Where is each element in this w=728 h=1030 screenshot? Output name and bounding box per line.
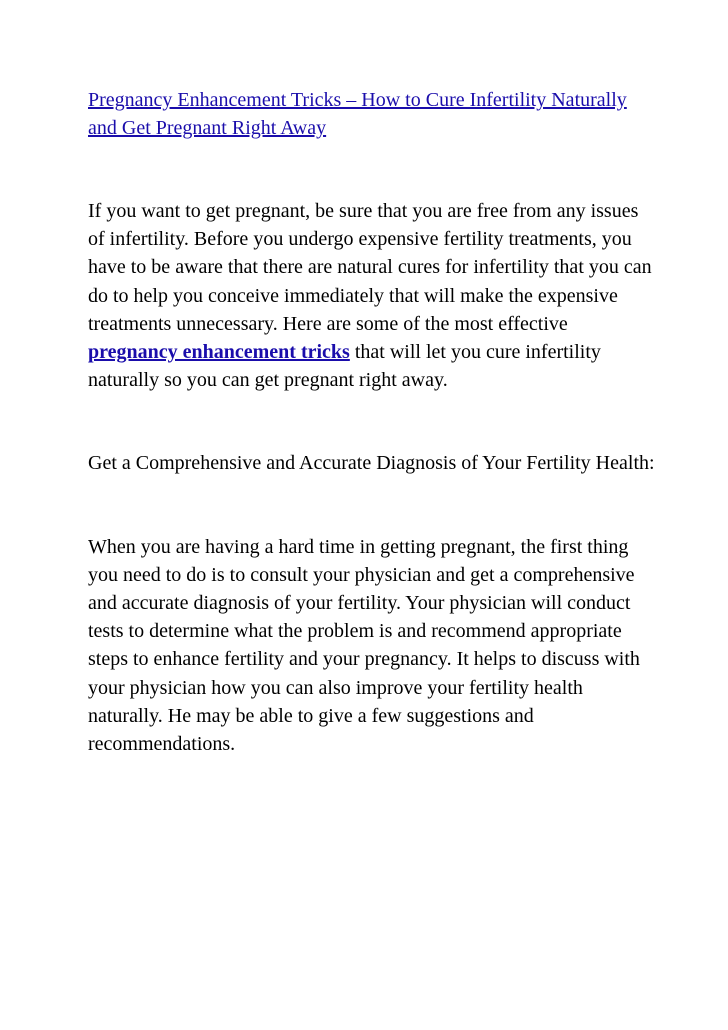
intro-text-after-link: that will let you cure infertility naturally so you can get pregnant right away. xyxy=(88,341,601,392)
pregnancy-enhancement-tricks-link[interactable]: pregnancy enhancement tricks xyxy=(88,341,350,364)
document-page xyxy=(88,86,658,758)
section-heading: Get a Comprehensive and Accurate Diagnosis of Your Fertility Health: xyxy=(88,452,655,475)
intro-paragraph xyxy=(88,197,658,394)
article-title-link[interactable]: Pregnancy Enhancement Tricks – How to Cure Infertility Naturally and Get Pregnant Right Away xyxy=(88,89,627,139)
section-body-paragraph: When you are having a hard time in getting pregnant, the first thing you need to do is to consult your physician and get a comprehensive and accurate diagnosis of your fertility. Your physician will conduct tests to determine what the problem is and recommend appropriate steps to enhance fertility and your pregnancy. It helps to discuss with your physician how you can also improve your fertility health naturally. He may be able to give a few suggestions and recommendations. xyxy=(88,535,640,756)
intro-text-before-link: If you want to get pregnant, be sure that you are free from any issues of infertility. Before you undergo expensive fertility treatments, you have to be aware that there are natural cures for infertility that you can do to help you conceive immediately that will make the expensive treatments unnecessary. Here are some of the most effective xyxy=(88,200,652,335)
